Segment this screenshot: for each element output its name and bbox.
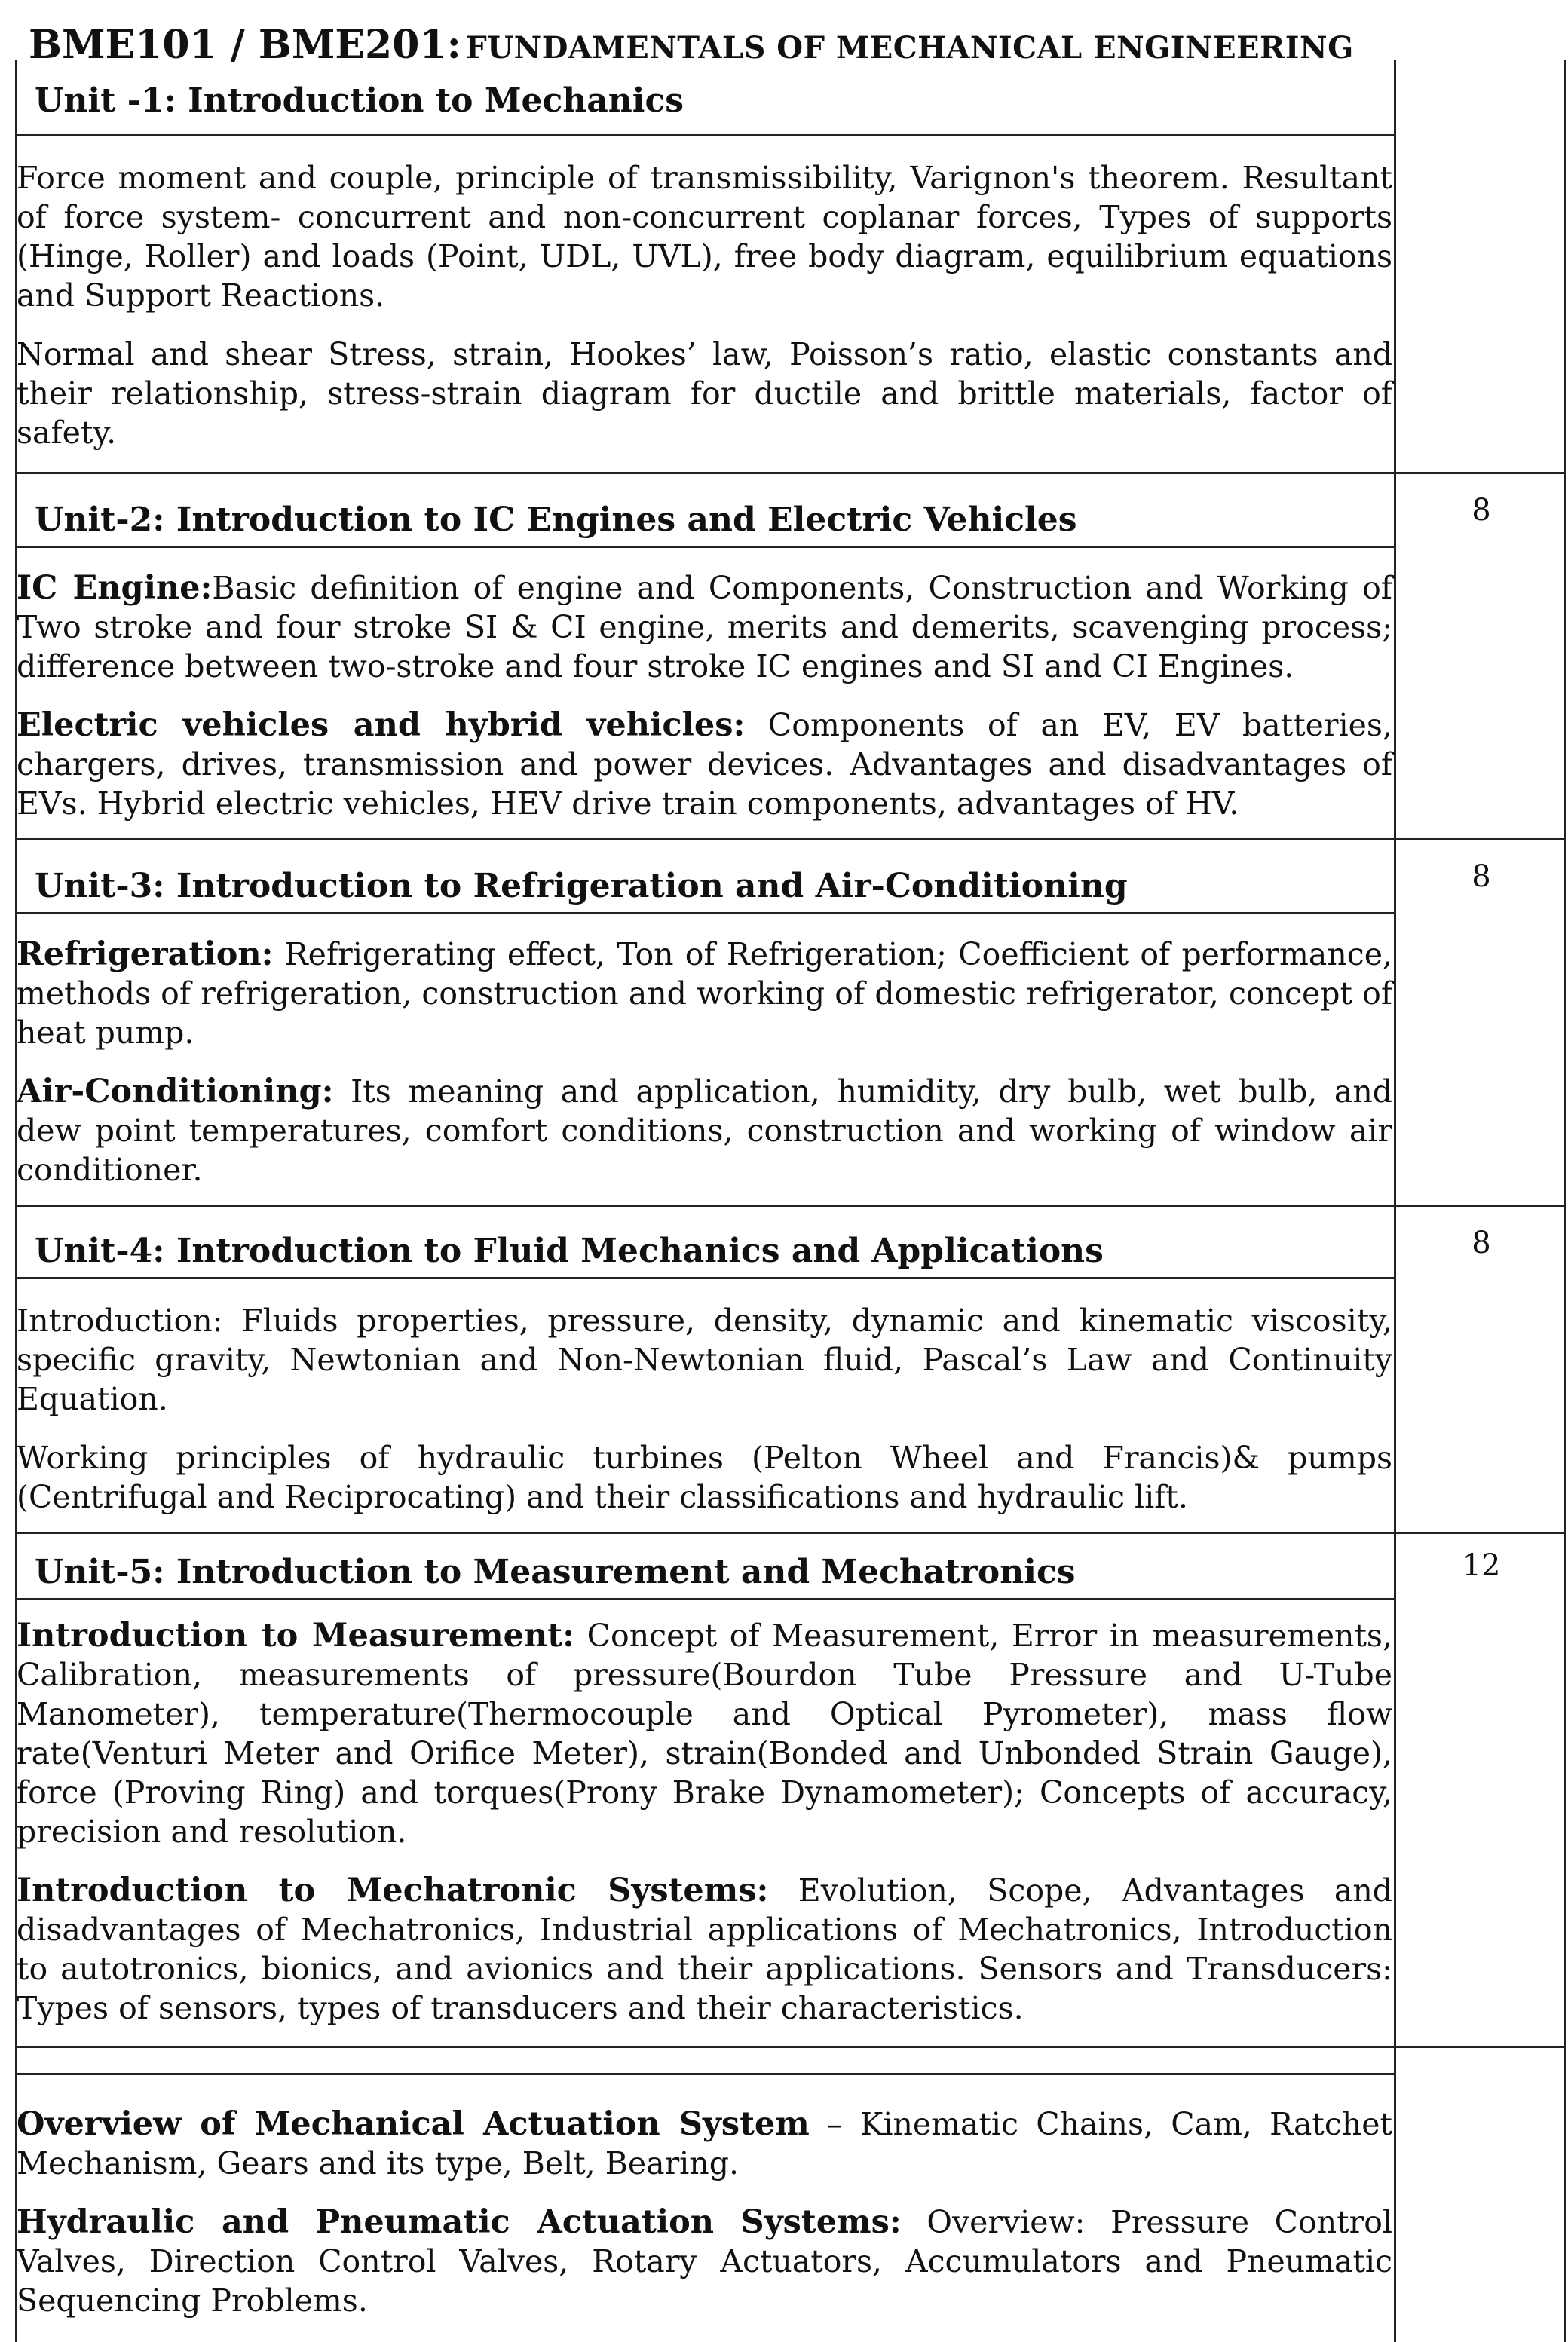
unit-1-content bbox=[17, 158, 1392, 472]
unit-5-hours: 12 bbox=[1462, 1548, 1501, 1583]
unit-4-hours: 8 bbox=[1472, 1226, 1491, 1260]
unit-3-title: Unit-3: Introduction to Refrigeration and Air-Conditioning bbox=[35, 867, 1128, 905]
unit-3-content bbox=[17, 935, 1392, 1209]
unit-2-content bbox=[17, 568, 1392, 843]
unit-6-title-divider bbox=[15, 2073, 1396, 2075]
unit-2-paragraph-2: Electric vehicles and hybrid vehicles: Components of an EV, EV batteries, chargers, drives, transmission and power devices. Advantages and disadvantages of EVs. Hybrid electric vehicles, HEV drive train components, advantages of HV. bbox=[17, 706, 1392, 822]
unit-3-hours: 8 bbox=[1472, 859, 1491, 894]
unit-1-paragraph-1: Force moment and couple, principle of transmissibility, Varignon's theorem. Resultant of force system- concurrent and non-concurrent coplanar forces, Types of supports (Hinge, Roller) and loads (Point, UDL, UVL), free body diagram, equilibrium equations and Support Reactions. bbox=[17, 160, 1392, 314]
unit-3-paragraph-2: Air-Conditioning: Its meaning and application, humidity, dry bulb, wet bulb, and dew point temperatures, comfort conditions, construction and working of window air conditioner. bbox=[17, 1073, 1392, 1188]
unit-5-paragraph-2: Introduction to Mechatronic Systems: Evolution, Scope, Advantages and disadvantages of Mechatronics, Industrial applications of Mechatronics, Introduction to autotronics, bionics, and avionics and their applications. Sensors and Transducers: Types of sensors, types of transducers and their characteristics. bbox=[17, 1872, 1392, 2026]
unit-5-bottom-border bbox=[15, 2046, 1566, 2048]
course-code: BME101 / BME201: bbox=[29, 22, 461, 68]
unit-4-title-divider bbox=[15, 1277, 1396, 1279]
unit-5-paragraph-1: Introduction to Measurement: Concept of Measurement, Error in measurements, Calibration, measurements of pressure(Bourdon Tube Pressure and U-Tube Manometer), temperature(Thermocouple and Optical Pyrometer), mass flow rate(Venturi Meter and Orifice Meter), strain(Bonded and Unbonded Strain Gauge), force (Proving Ring) and torques(Prony Brake Dynamometer); Concepts of accuracy, precision and resolution. bbox=[17, 1617, 1392, 1850]
unit-4-paragraph-1: Introduction: Fluids properties, pressure, density, dynamic and kinematic viscosity, specific gravity, Newtonian and Non-Newtonian fluid, Pascal’s Law and Continuity Equation. bbox=[17, 1303, 1392, 1417]
unit-6-paragraph-1: Overview of Mechanical Actuation System – Kinematic Chains, Cam, Ratchet Mechanism, Gears and its type, Belt, Bearing. bbox=[17, 2105, 1392, 2181]
unit-4-bottom-border bbox=[15, 1532, 1566, 1534]
unit-1-title: Unit -1: Introduction to Mechanics bbox=[35, 81, 684, 120]
unit-4-content bbox=[17, 1301, 1392, 1536]
unit-1-paragraph-2: Normal and shear Stress, strain, Hookes’ law, Poisson’s ratio, elastic constants and their relationship, stress-strain diagram for ductile and brittle materials, factor of safety. bbox=[17, 336, 1392, 451]
unit-5-title-divider bbox=[15, 1598, 1396, 1600]
unit-2-hours: 8 bbox=[1472, 493, 1491, 528]
unit-1-title-divider bbox=[15, 134, 1396, 136]
course-name: FUNDAMENTALS OF MECHANICAL ENGINEERING bbox=[465, 30, 1354, 66]
unit-6-content bbox=[17, 2105, 1392, 2340]
unit-1-bottom-border bbox=[15, 472, 1566, 474]
unit-5-content bbox=[17, 1616, 1392, 2047]
unit-2-title-divider bbox=[15, 546, 1396, 548]
unit-3-bottom-border bbox=[15, 1205, 1566, 1207]
unit-6-paragraph-2: Hydraulic and Pneumatic Actuation Systems: Overview: Pressure Control Valves, Direction Control Valves, Rotary Actuators, Accumulators and Pneumatic Sequencing Problems. bbox=[17, 2203, 1392, 2319]
unit-2-paragraph-1: IC Engine:Basic definition of engine and Components, Construction and Working of Two stroke and four stroke SI & CI engine, merits and demerits, scavenging process; difference between two-stroke and four stroke IC engines and SI and CI Engines. bbox=[17, 569, 1392, 684]
unit-4-paragraph-2: Working principles of hydraulic turbines (Pelton Wheel and Francis)& pumps (Centrifugal and Reciprocating) and their classifications and hydraulic lift. bbox=[17, 1440, 1392, 1515]
unit-2-title: Unit-2: Introduction to IC Engines and Electric Vehicles bbox=[35, 501, 1077, 539]
unit-3-title-divider bbox=[15, 912, 1396, 914]
unit-2-bottom-border bbox=[15, 838, 1566, 840]
hours-column-divider bbox=[1394, 60, 1396, 2342]
unit-5-title: Unit-5: Introduction to Measurement and Mechatronics bbox=[35, 1553, 1076, 1591]
unit-4-title: Unit-4: Introduction to Fluid Mechanics and Applications bbox=[35, 1232, 1104, 1270]
unit-3-paragraph-1: Refrigeration: Refrigerating effect, Ton of Refrigeration; Coefficient of performance, methods of refrigeration, construction and working of domestic refrigerator, concept of heat pump. bbox=[17, 935, 1392, 1051]
